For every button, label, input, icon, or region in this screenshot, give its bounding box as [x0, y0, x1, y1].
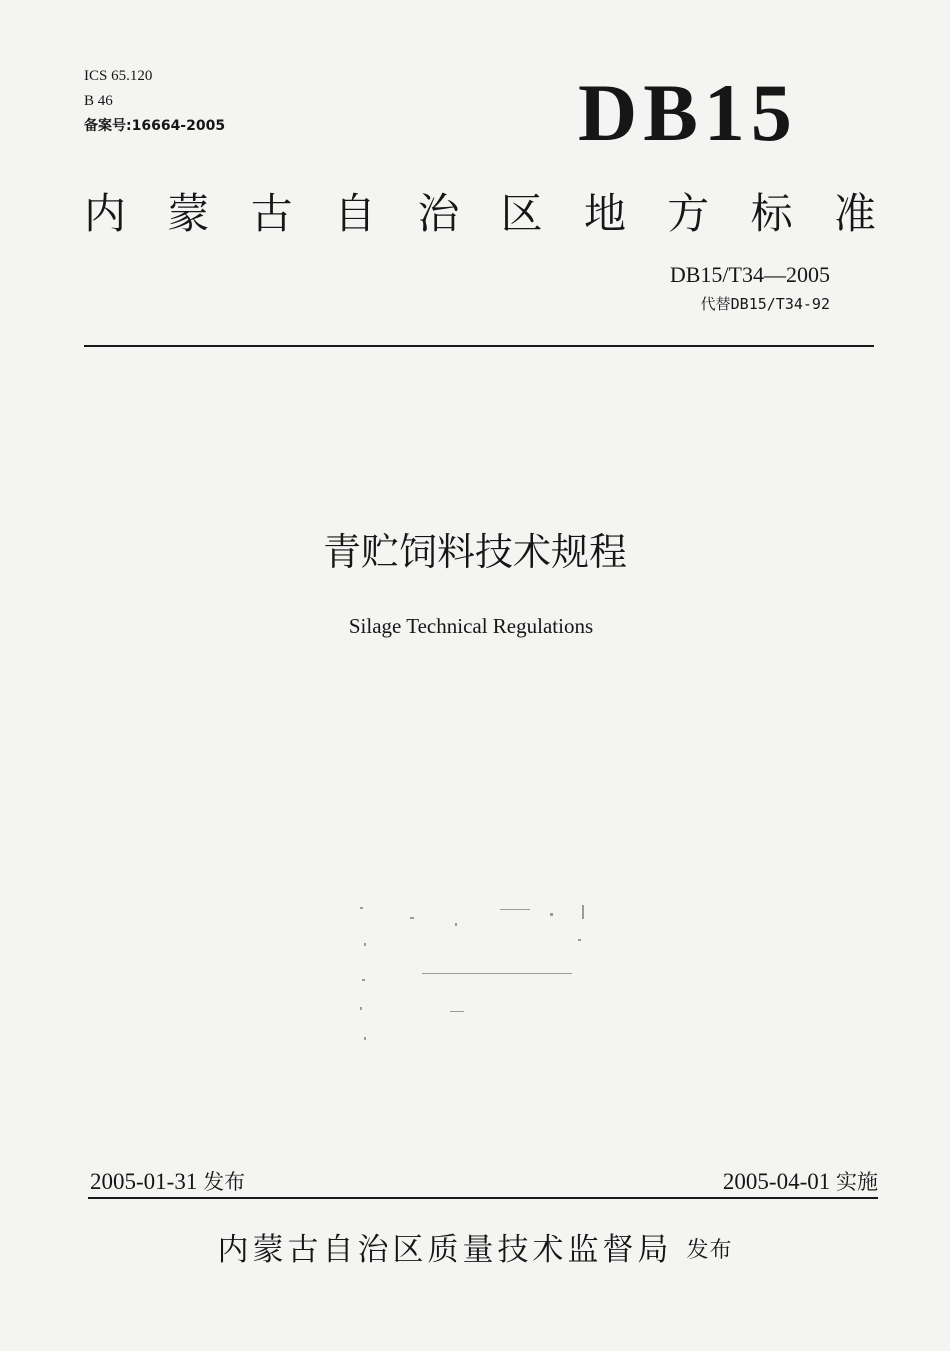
- release-date: 2005-01-31: [90, 1169, 198, 1194]
- standard-type-heading: [84, 186, 876, 242]
- implementation-label: 实施: [836, 1170, 878, 1194]
- ics-code: ICS 65.120: [84, 68, 153, 84]
- heading-char: 方: [667, 189, 710, 238]
- heading-char: 古: [250, 189, 293, 238]
- heading-char: 标: [750, 189, 793, 238]
- category-code: B 46: [84, 93, 113, 109]
- document-title-cn: 青贮饲料技术规程: [322, 530, 627, 574]
- standard-number: DB15/T34—2005: [669, 262, 830, 287]
- issuer-line: [0, 1224, 950, 1269]
- replaces-note: 代替DB15/T34-92: [700, 295, 830, 313]
- date-row: [90, 1166, 878, 1196]
- issuer-name: 内蒙古自治区质量技术监督局: [217, 1232, 673, 1268]
- implementation-date-block: [723, 1166, 878, 1196]
- release-date-block: [90, 1166, 245, 1196]
- filing-number: 备案号:16664-2005: [84, 118, 226, 134]
- issuer-label: 发布: [686, 1238, 733, 1263]
- heading-char: 准: [833, 189, 876, 238]
- heading-char: 自: [333, 189, 376, 238]
- implementation-date: 2005-04-01: [722, 1169, 831, 1194]
- heading-char: 治: [417, 189, 460, 238]
- heading-char: 内: [84, 189, 127, 238]
- heading-char: 区: [500, 189, 543, 238]
- release-label: 发布: [203, 1170, 246, 1194]
- document-title-en: Silage Technical Regulations: [348, 614, 594, 638]
- bottom-divider: [88, 1197, 878, 1199]
- heading-char: 蒙: [167, 189, 210, 238]
- faint-stamp-remnant: [350, 895, 600, 1055]
- classification-block: [84, 64, 225, 139]
- top-divider: [84, 345, 874, 347]
- heading-char: 地: [583, 189, 626, 238]
- brand-code: DB15: [578, 67, 798, 158]
